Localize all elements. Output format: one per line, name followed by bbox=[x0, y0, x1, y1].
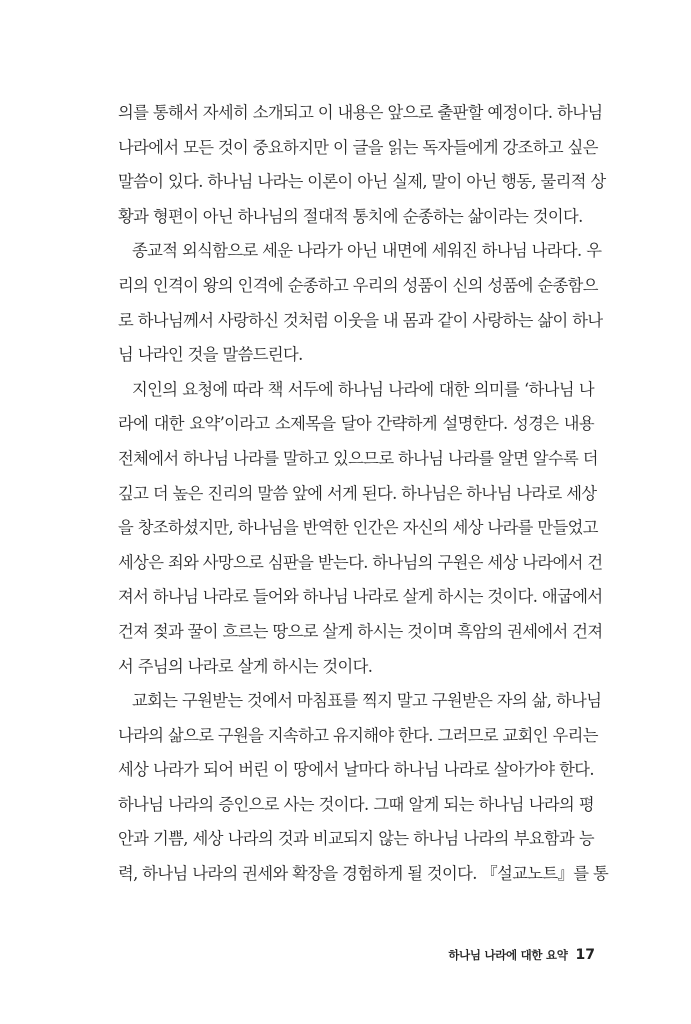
text-line: 종교적 외식함으로 세운 나라가 아닌 내면에 세워진 하나님 나라다. 우 bbox=[132, 241, 602, 261]
text-line: 하나님 나라의 증인으로 사는 것이다. 그때 알게 되는 하나님 나라의 평 bbox=[118, 794, 594, 814]
text-line: 나라에서 모든 것이 중요하지만 이 글을 읽는 독자들에게 강조하고 싶은 bbox=[118, 137, 598, 157]
text-line: 세상 나라가 되어 버린 이 땅에서 날마다 하나님 나라로 살아가야 한다. bbox=[118, 760, 594, 780]
text-line: 황과 형편이 아닌 하나님의 절대적 통치에 순종하는 삶이라는 것이다. bbox=[118, 206, 583, 226]
text-line: 말씀이 있다. 하나님 나라는 이론이 아닌 실제, 말이 아닌 행동, 물리적 상 bbox=[118, 172, 606, 192]
text-line: 나라의 삶으로 구원을 지속하고 유지해야 한다. 그러므로 교회인 우리는 bbox=[118, 725, 598, 745]
text-line: 세상은 죄와 사망으로 심판을 받는다. 하나님의 구원은 세상 나라에서 건 bbox=[118, 552, 603, 572]
text-line: 력, 하나님 나라의 권세와 확장을 경험하게 될 것이다. 『설교노트』를 통 bbox=[118, 864, 609, 884]
text-line: 을 창조하셨지만, 하나님을 반역한 인간은 자신의 세상 나라를 만들었고 bbox=[118, 518, 598, 538]
text-line: 깊고 더 높은 진리의 말씀 앞에 서게 된다. 하나님은 하나님 나라로 세상 bbox=[118, 483, 597, 503]
text-line: 전체에서 하나님 나라를 말하고 있으므로 하나님 나라를 알면 알수록 더 bbox=[118, 448, 598, 468]
paragraph bbox=[118, 96, 606, 234]
text-line: 님 나라인 것을 말씀드린다. bbox=[118, 345, 303, 365]
text-line: 서 주님의 나라로 살게 하시는 것이다. bbox=[118, 656, 373, 676]
text-line: 져서 하나님 나라로 들어와 하나님 나라로 살게 하시는 것이다. 애굽에서 bbox=[118, 587, 603, 607]
body-text bbox=[118, 96, 609, 892]
text-line: 교회는 구원받는 것에서 마침표를 찍지 말고 구원받은 자의 삶, 하나님 bbox=[132, 691, 602, 711]
text-line: 라에 대한 요약’이라고 소제목을 달아 간략하게 설명한다. 성경은 내용 bbox=[118, 414, 594, 434]
paragraph bbox=[118, 373, 603, 684]
text-line: 로 하나님께서 사랑하신 것처럼 이웃을 내 몸과 같이 사랑하는 삶이 하나 bbox=[118, 310, 603, 330]
paragraph bbox=[118, 234, 603, 372]
page-footer bbox=[448, 944, 595, 963]
running-title: 하나님 나라에 대한 요약 bbox=[448, 948, 568, 962]
text-line: 의를 통해서 자세히 소개되고 이 내용은 앞으로 출판할 예정이다. 하나님 bbox=[118, 103, 603, 122]
text-line: 안과 기쁨, 세상 나라의 것과 비교되지 않는 하나님 나라의 부요함과 능 bbox=[118, 829, 594, 849]
paragraph bbox=[118, 684, 609, 892]
page-number: 17 bbox=[575, 947, 595, 963]
text-line: 지인의 요청에 따라 책 서두에 하나님 나라에 대한 의미를 ‘하나님 나 bbox=[132, 379, 594, 399]
text-line: 건져 젖과 꿀이 흐르는 땅으로 살게 하시는 것이며 흑암의 권세에서 건져 bbox=[118, 621, 603, 641]
text-line: 리의 인격이 왕의 인격에 순종하고 우리의 성품이 신의 성품에 순종함으 bbox=[118, 275, 598, 295]
